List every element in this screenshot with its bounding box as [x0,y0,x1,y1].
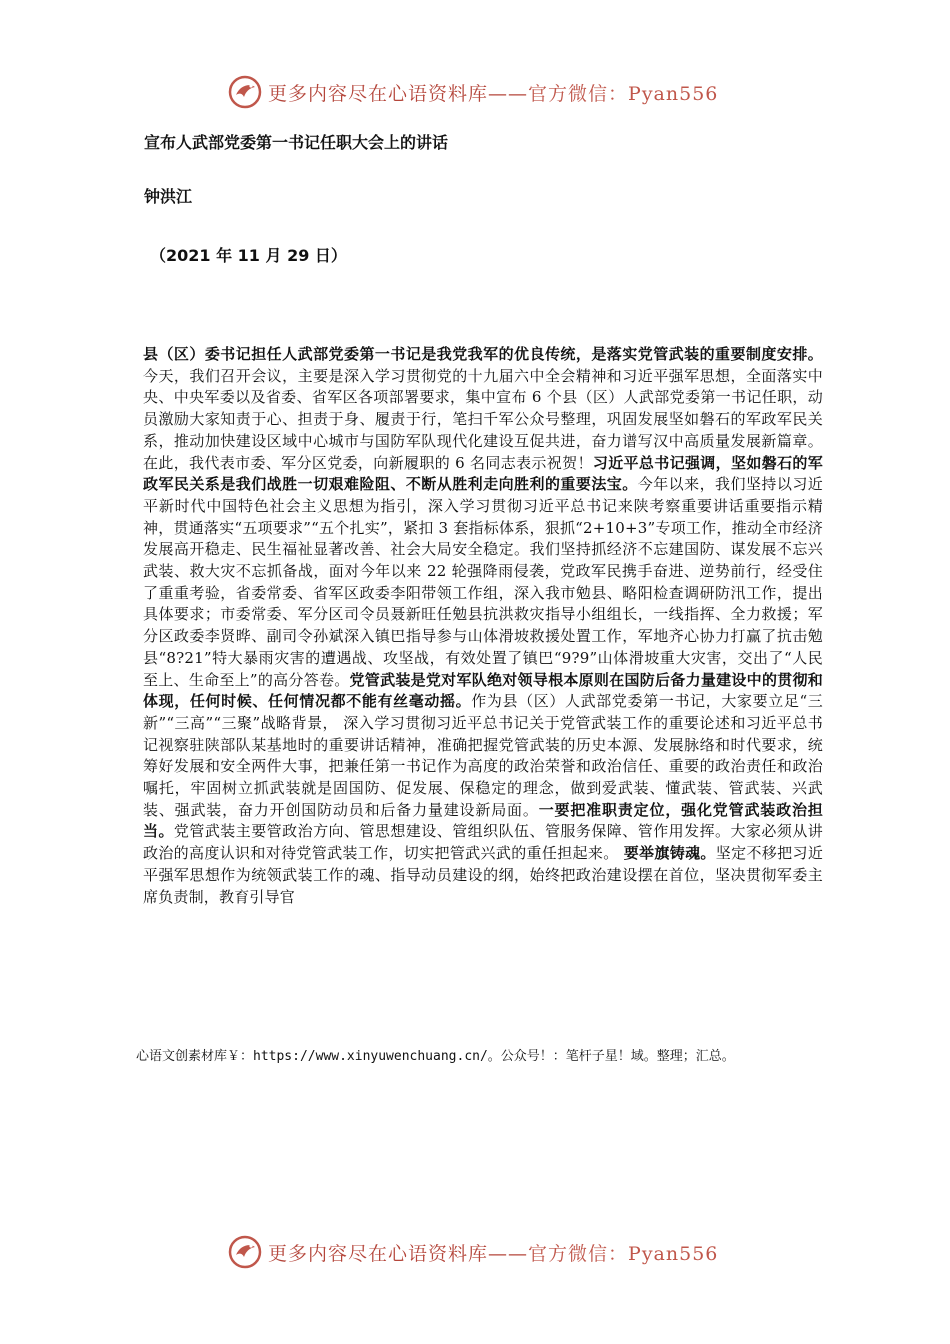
banner-text [268,79,718,106]
source-note: 心语文创素材库￥：https://www.xinyuwenchuang.cn/。公众号！：笔杆子星！域。整理；汇总。 [136,1049,735,1064]
banner-text [268,1239,718,1266]
bird-logo-icon [228,1235,262,1269]
body-segment: 坚定不移把习近平强军思想作为统领武装工作的魂、指导动员建设的纲，始终把政治建设摆在首位，坚决贯彻军委主席负责制，教育引导官 [143,844,824,906]
document-author: 钟洪江 [144,187,193,206]
banner-main-text: 更多内容尽在心语资料库 [268,82,489,105]
body-segment-bold: 党管武装是党对军队绝对领导根本原则在国防后备力量建设中的贯彻和体现，任何时候、任何情况都不能有丝毫动摇。 [143,670,823,711]
body-segment-bold: 县（区）委书记担任人武部党委第一书记是我党我军的优良传统，是落实党管武装的重要制度安排。 [143,345,823,363]
body-segment: 党管武装主要管政治方向、管思想建设、管组织队伍、管服务保障、管作用发挥。大家必须从讲政治的高度认识和对待党管武装工作，切实把管武兴武的重任担起来。 [143,822,823,863]
bird-logo-icon [228,75,262,109]
footer-banner [228,1232,748,1272]
banner-separator: —— [488,82,529,105]
banner-wechat-id: Pyan556 [628,82,719,105]
banner-separator: —— [488,1242,529,1265]
body-segment-bold: 要举旗铸魂。 [623,844,716,863]
banner-wechat-label: 官方微信： [528,1242,629,1265]
body-segment-bold: 一要把准职责定位，强化党管武装政治担当。 [143,800,823,841]
document-title: 宣布人武部党委第一书记任职大会上的讲话 [144,133,449,152]
speech-body [143,344,823,908]
body-segment-bold: 习近平总书记强调，坚如磐石的军政军民关系是我们战胜一切艰难险阻、不断从胜利走向胜利的重要法宝。 [143,453,823,494]
body-segment: 今年以来，我们坚持以习近平新时代中国特色社会主义思想为指引，深入学习贯彻习近平总书记来陕考察重要讲话重要指示精神，贯通落实“五项要求”“五个扎实”，紧扣 3 套指标体系，狠抓“2+10+3”专项工作，推动全市经济发展高开稳走、民生福祉显著改善、社会大局安全稳定。我们坚持抓经济不忘建国防、谋发展不忘兴武装、救大灾不忘抓备战，面对今年以来 22 轮强降雨侵袭，党政军民携手奋进、逆势前行，经受住了重重考验，省委常委、省军区政委李阳带领工作组，深入我市勉县、略阳检查调研防汛工作，提出具体要求；市委常委、军分区司令员聂新旺任勉县抗洪救灾指导小组组长，一线指挥、全力救援；军分区政委李贤晔、副司令孙斌深入镇巴指导参与山体滑坡救援处置工作，军地齐心协力打赢了抗击勉县“8?21”特大暴雨灾害的遭遇战、攻坚战，有效处置了镇巴“9?9”山体滑坡重大灾害，交出了“人民至上、生命至上”的高分答卷。 [143,475,823,689]
header-banner [228,72,748,112]
banner-main-text: 更多内容尽在心语资料库 [268,1242,489,1265]
body-segment: 今天，我们召开会议，主要是深入学习贯彻党的十九届六中全会精神和习近平强军思想，全面落实中央、中央军委以及省委、省军区各项部署要求，集中宣布 6 个县（区）人武部党委第一书记任职，动员激励大家知责于心、担责于身、履责于行，笔扫千军公众号整理，巩固发展坚如磐石的军政军民关系，推动加快建设区域中心城市与国防军队现代化建设互促共进，奋力谱写汉中高质量发展新篇章。在此，我代表市委、军分区党委，向新履职的 6 名同志表示祝贺！ [143,366,823,472]
banner-wechat-id: Pyan556 [628,1242,719,1265]
banner-wechat-label: 官方微信： [528,82,629,105]
document-date: （2021 年 11 月 29 日） [150,246,347,265]
body-segment: 作为县（区）人武部党委第一书记，大家要立足“三新”“三高”“三聚”战略背景， 深入学习贯彻习近平总书记关于党管武装工作的重要论述和习近平总书记视察驻陕部队某基地时的重要讲话精神，准确把握党管武装的历史本源、发展脉络和时代要求，统筹好发展和安全两件大事，把兼任第一书记作为高度的政治荣誉和政治信任、重要的政治责任和政治嘱托，牢固树立抓武装就是固国防、促发展、保稳定的理念，做到爱武装、懂武装、管武装、兴武装、强武装，奋力开创国防动员和后备力量建设新局面。 [143,692,823,819]
